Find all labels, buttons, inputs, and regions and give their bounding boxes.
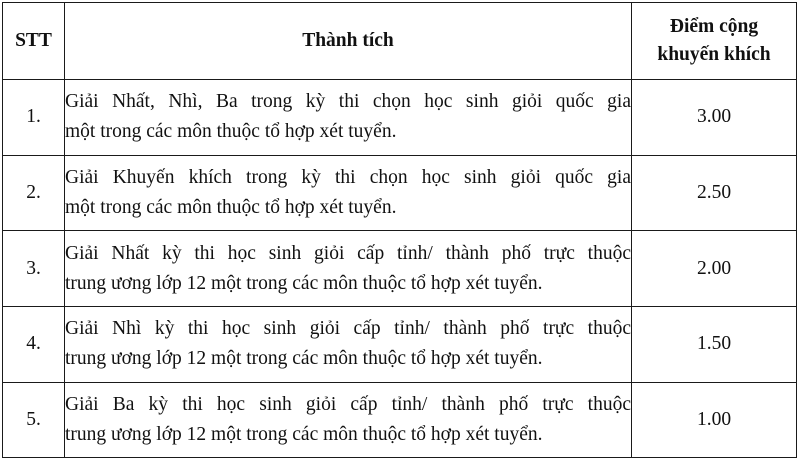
achievement-line: trung ương lớp 12 một trong các môn thuộc tổ hợp xét tuyển.: [65, 348, 543, 370]
table-row: [3, 155, 797, 231]
achievement-line: một trong các môn thuộc tổ hợp xét tuyển.: [65, 121, 397, 143]
achievement-cell: [65, 155, 632, 231]
achievement-line: Giải Nhất, Nhì, Ba trong kỳ thi chọn học sinh giỏi quốc gia: [65, 91, 631, 113]
row-number: 5.: [3, 382, 65, 458]
table-row: [3, 231, 797, 307]
bonus-points-value: 2.00: [632, 231, 797, 307]
header-bonus-points-line2: khuyến khích: [657, 44, 771, 65]
table-row: [3, 382, 797, 458]
achievement-cell: [65, 231, 632, 307]
bonus-points-value: 1.50: [632, 307, 797, 383]
header-bonus-points: [632, 3, 797, 80]
achievement-line: Giải Nhất kỳ thi học sinh giỏi cấp tỉnh/ thành phố trực thuộc: [65, 242, 631, 264]
table-row: [3, 80, 797, 156]
achievement-line: Giải Nhì kỳ thi học sinh giỏi cấp tỉnh/ thành phố trực thuộc: [65, 318, 631, 340]
achievement-line: Giải Khuyến khích trong kỳ thi chọn học sinh giỏi quốc gia: [65, 166, 631, 188]
table-header-row: [3, 3, 797, 80]
header-achievement: Thành tích: [65, 3, 632, 80]
table-row: [3, 307, 797, 383]
bonus-points-value: 1.00: [632, 382, 797, 458]
achievement-line: trung ương lớp 12 một trong các môn thuộc tổ hợp xét tuyển.: [65, 272, 543, 294]
header-bonus-points-line1: Điểm cộng: [669, 15, 759, 37]
row-number: 4.: [3, 307, 65, 383]
row-number: 1.: [3, 80, 65, 156]
achievement-line: trung ương lớp 12 một trong các môn thuộc tổ hợp xét tuyển.: [65, 424, 543, 446]
header-stt: STT: [3, 3, 65, 80]
achievement-cell: [65, 80, 632, 156]
row-number: 2.: [3, 155, 65, 231]
row-number: 3.: [3, 231, 65, 307]
achievement-cell: [65, 382, 632, 458]
awards-points-table: [2, 2, 797, 458]
achievement-line: một trong các môn thuộc tổ hợp xét tuyển.: [65, 197, 397, 219]
achievement-cell: [65, 307, 632, 383]
achievement-line: Giải Ba kỳ thi học sinh giỏi cấp tỉnh/ thành phố trực thuộc: [65, 393, 631, 415]
bonus-points-value: 2.50: [632, 155, 797, 231]
bonus-points-value: 3.00: [632, 80, 797, 156]
